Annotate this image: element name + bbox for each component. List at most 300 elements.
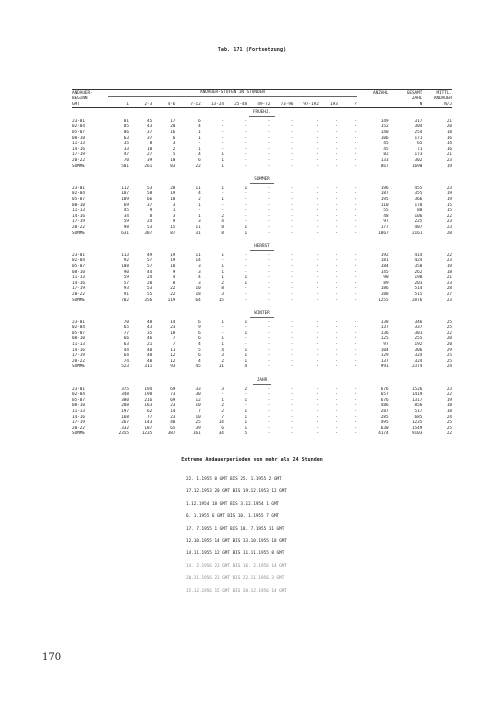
table-cell: 3 xyxy=(221,353,224,359)
data-table xyxy=(72,89,452,437)
table-cell: 455 xyxy=(414,185,423,191)
extreme-list xyxy=(186,474,386,598)
table-cell: - xyxy=(290,431,294,437)
table-cell: 20 xyxy=(146,280,153,286)
table-cell: - xyxy=(290,269,294,275)
table-cell: 22 xyxy=(170,291,176,297)
table-cell: - xyxy=(198,141,201,147)
table-cell: - xyxy=(267,124,271,130)
table-cell: - xyxy=(316,213,319,219)
table-cell: - xyxy=(335,409,338,414)
table-cell: 93 xyxy=(170,364,176,370)
table-cell: 184 xyxy=(380,263,389,269)
table-cell: - xyxy=(354,258,357,264)
row-label: 05-07 xyxy=(72,130,85,136)
table-cell: 8 xyxy=(149,213,153,219)
table-cell: 34 xyxy=(218,431,224,437)
table-cell: 22 xyxy=(195,163,201,169)
table-cell: 991 xyxy=(380,364,389,370)
table-cell: 9 xyxy=(172,269,176,275)
table-cell: - xyxy=(244,202,248,208)
table-cell: 45 xyxy=(383,146,389,152)
header-row-label-2: BEGINN xyxy=(72,96,88,102)
table-cell: 64 xyxy=(123,353,129,359)
table-cell: 17 xyxy=(170,118,176,124)
table-cell: 324 xyxy=(414,353,423,359)
table-cell: - xyxy=(244,286,248,292)
table-cell: - xyxy=(244,191,248,197)
table-cell: 8 xyxy=(149,141,153,147)
table-cell: 285 xyxy=(380,414,389,420)
table-cell: 57 xyxy=(123,280,129,286)
table-cell: 25 xyxy=(446,420,452,426)
table-cell: - xyxy=(290,286,294,292)
table-cell: 631 xyxy=(121,230,129,236)
table-cell: - xyxy=(290,258,294,264)
row-label: 14-16 xyxy=(72,146,85,152)
table-cell: - xyxy=(290,191,294,197)
table-cell: 225 xyxy=(414,219,423,225)
table-cell: - xyxy=(290,397,294,403)
table-cell: - xyxy=(267,152,271,158)
table-cell: 4 xyxy=(221,347,224,353)
table-cell: 9 xyxy=(149,208,153,214)
table-cell: - xyxy=(354,163,357,169)
table-cell: - xyxy=(290,252,294,258)
table-cell: 70 xyxy=(123,319,129,325)
table-cell: - xyxy=(290,409,294,414)
table-cell: 23 xyxy=(446,386,452,392)
table-cell: - xyxy=(316,425,319,431)
table-cell: - xyxy=(267,118,271,124)
table-cell: 2 xyxy=(221,358,224,364)
table-cell: 106 xyxy=(380,135,389,141)
table-cell: - xyxy=(335,185,338,191)
table-cell: - xyxy=(316,291,319,297)
table-cell: - xyxy=(267,224,271,230)
season-label: WINTER xyxy=(250,311,274,318)
table-cell: - xyxy=(290,219,294,225)
table-cell: 112 xyxy=(121,185,129,191)
table-title: Tab. 171 (Fortsetzung) xyxy=(217,47,287,53)
table-cell: - xyxy=(267,197,271,202)
table-cell: 86 xyxy=(123,130,129,136)
table-cell: - xyxy=(354,135,357,141)
table-cell: 30 xyxy=(195,392,201,398)
table-cell: 2 xyxy=(221,280,224,286)
row-label: 02-04 xyxy=(72,392,85,398)
table-cell: - xyxy=(354,202,357,208)
table-cell: 171 xyxy=(414,135,423,141)
header-row-1 xyxy=(72,90,452,97)
table-cell: 16 xyxy=(446,135,452,141)
table-cell: 23 xyxy=(446,185,452,191)
table-cell: 20 xyxy=(446,124,452,130)
table-cell: 136 xyxy=(380,330,389,336)
row-label: 11-13 xyxy=(72,275,85,281)
table-cell: 163 xyxy=(144,403,153,409)
table-cell: - xyxy=(267,420,271,426)
table-cell: 24 xyxy=(446,414,452,420)
table-cell: 3 xyxy=(172,213,176,219)
row-label: 08-10 xyxy=(72,403,85,409)
table-cell: - xyxy=(354,152,357,158)
table-cell: - xyxy=(267,386,271,392)
table-cell: - xyxy=(267,185,271,191)
table-cell: 90 xyxy=(123,269,129,275)
season-label: JAHR xyxy=(253,378,271,385)
table-cell: 6 xyxy=(172,135,176,141)
table-cell: - xyxy=(290,185,294,191)
table-cell: - xyxy=(354,409,357,414)
table-cell: 375 xyxy=(121,386,129,392)
table-cell: 1526 xyxy=(411,386,423,392)
table-cell: 2 xyxy=(172,146,176,152)
table-cell: - xyxy=(316,364,319,370)
table-cell: 109 xyxy=(121,197,129,202)
table-cell: - xyxy=(335,275,338,281)
table-cell: - xyxy=(290,230,294,236)
table-cell: - xyxy=(354,297,357,303)
table-cell: - xyxy=(244,263,248,269)
table-cell: - xyxy=(354,386,357,392)
table-cell: - xyxy=(335,213,338,219)
table-cell: - xyxy=(290,275,294,281)
table-cell: - xyxy=(354,130,357,136)
table-cell: 6 xyxy=(198,336,201,342)
table-row xyxy=(72,431,452,437)
table-cell: - xyxy=(335,358,338,364)
table-cell: 317 xyxy=(414,118,423,124)
table-cell: 125 xyxy=(380,336,389,342)
table-cell: 44 xyxy=(146,269,153,275)
table-cell: 107 xyxy=(121,191,129,197)
table-cell: 40 xyxy=(146,358,153,364)
table-cell: 73 xyxy=(170,392,176,398)
table-cell: 53 xyxy=(146,286,153,292)
season-label: FRUEHJ. xyxy=(249,110,275,117)
header-col: 97-192 xyxy=(294,102,319,108)
table-cell: 1 xyxy=(244,319,248,325)
table-cell: 311 xyxy=(144,364,153,370)
table-cell: 69 xyxy=(123,202,129,208)
table-cell: 2 xyxy=(198,197,201,202)
table-cell: 12 xyxy=(195,397,201,403)
table-cell: 198 xyxy=(144,392,153,398)
table-cell: 98 xyxy=(123,224,129,230)
duration-table xyxy=(72,89,452,437)
extreme-title: Extreme Andauerperioden von mehr als 24 Stunden xyxy=(181,457,323,463)
table-cell: 1 xyxy=(221,263,224,269)
table-cell: 514 xyxy=(414,286,423,292)
row-label: 20-22 xyxy=(72,224,85,230)
table-cell: 15 xyxy=(446,202,452,208)
table-cell: 22 xyxy=(446,392,452,398)
table-cell: 55 xyxy=(146,291,153,297)
table-cell: 7 xyxy=(172,336,176,342)
table-cell: 676 xyxy=(380,397,389,403)
table-cell: - xyxy=(244,258,248,264)
table-cell: 1 xyxy=(198,130,201,136)
table-cell: 501 xyxy=(121,163,129,169)
table-cell: 34 xyxy=(123,213,129,219)
table-cell: - xyxy=(244,252,248,258)
table-cell: - xyxy=(354,230,357,236)
table-cell: 288 xyxy=(121,403,129,409)
table-cell: - xyxy=(335,330,338,336)
row-label: 05-07 xyxy=(72,263,85,269)
table-cell: 83 xyxy=(170,163,176,169)
table-cell: - xyxy=(316,347,319,353)
table-cell: - xyxy=(316,158,319,164)
header-col: 2-3 xyxy=(129,102,152,108)
header-col: 13-24 xyxy=(201,102,224,108)
table-cell: - xyxy=(335,392,338,398)
table-cell: 1235 xyxy=(141,431,153,437)
table-cell: 1 xyxy=(221,269,224,275)
header-col: ? xyxy=(338,102,357,108)
table-cell: - xyxy=(267,431,271,437)
table-cell: 19 xyxy=(170,258,176,264)
table-cell: - xyxy=(354,197,357,202)
table-cell: 192 xyxy=(380,252,389,258)
table-cell: 3 xyxy=(198,263,201,269)
table-cell: 304 xyxy=(414,124,423,130)
table-cell: 2 xyxy=(221,403,224,409)
table-cell: - xyxy=(316,330,319,336)
table-cell: - xyxy=(267,403,271,409)
table-cell: - xyxy=(316,342,319,348)
table-cell: 22 xyxy=(446,431,452,437)
table-cell: 55 xyxy=(383,208,389,214)
table-cell: - xyxy=(267,163,271,169)
table-cell: 23 xyxy=(446,258,452,264)
table-cell: 19 xyxy=(170,191,176,197)
table-cell: 8 xyxy=(221,286,224,292)
table-cell: - xyxy=(290,392,294,398)
table-cell: 14 xyxy=(218,420,224,426)
table-cell: 23 xyxy=(170,414,176,420)
table-cell: - xyxy=(354,146,357,152)
table-cell: - xyxy=(267,219,271,225)
table-cell: - xyxy=(335,219,338,225)
table-cell: - xyxy=(354,353,357,359)
table-cell: 1317 xyxy=(411,397,423,403)
table-cell: - xyxy=(354,219,357,225)
table-cell: 1 xyxy=(244,420,248,426)
row-label: 14-16 xyxy=(72,280,85,286)
table-cell: 4 xyxy=(198,152,201,158)
table-cell: 140 xyxy=(380,130,389,136)
table-cell: 18 xyxy=(446,403,452,409)
table-cell: 152 xyxy=(380,124,389,130)
table-cell: 58 xyxy=(146,191,153,197)
table-cell: - xyxy=(267,336,271,342)
table-cell: - xyxy=(290,364,294,370)
table-cell: - xyxy=(335,364,338,370)
table-cell: 14 xyxy=(446,141,452,147)
table-cell: 20 xyxy=(170,124,176,130)
table-cell: 49 xyxy=(146,252,153,258)
table-cell: 414 xyxy=(414,252,423,258)
table-cell: 19 xyxy=(446,397,452,403)
table-cell: 3 xyxy=(198,219,201,225)
table-cell: - xyxy=(244,163,248,169)
table-cell: 35 xyxy=(146,330,153,336)
table-cell: - xyxy=(267,191,271,197)
table-cell: - xyxy=(316,275,319,281)
table-cell: 1690 xyxy=(411,163,423,169)
table-cell: - xyxy=(267,213,271,219)
table-cell: - xyxy=(290,124,294,130)
table-cell: - xyxy=(290,202,294,208)
table-cell: 8 xyxy=(172,280,176,286)
table-cell: 8 xyxy=(221,224,224,230)
table-cell: 332 xyxy=(121,425,129,431)
table-cell: 1 xyxy=(244,353,248,359)
table-cell: - xyxy=(267,135,271,141)
table-cell: 2876 xyxy=(411,297,423,303)
table-cell: - xyxy=(316,319,319,325)
row-label: 14-16 xyxy=(72,347,85,353)
table-cell: 161 xyxy=(192,431,201,437)
table-cell: 21 xyxy=(146,342,153,348)
table-cell: 45 xyxy=(146,118,153,124)
table-cell: 1 xyxy=(244,347,248,353)
table-cell: 10 xyxy=(195,414,201,420)
table-cell: - xyxy=(267,269,271,275)
table-cell: 11 xyxy=(218,364,224,370)
table-cell: - xyxy=(354,263,357,269)
table-cell: - xyxy=(290,353,294,359)
table-cell: 1 xyxy=(198,202,201,208)
table-cell: 1 xyxy=(221,252,224,258)
table-cell: - xyxy=(354,185,357,191)
table-cell: 630 xyxy=(380,425,389,431)
table-cell: 4174 xyxy=(378,431,389,437)
table-cell: - xyxy=(316,409,319,414)
table-cell: - xyxy=(316,191,319,197)
header-group-label: ANDAUER-STUFEN IN STUNDEN xyxy=(108,90,357,97)
header-gesamt-zahl: ZAHL xyxy=(411,96,423,102)
table-cell: - xyxy=(335,347,338,353)
table-cell: - xyxy=(354,325,357,331)
row-label: 17-19 xyxy=(72,286,85,292)
table-cell: 23 xyxy=(446,280,452,286)
header-col: 4-6 xyxy=(152,102,175,108)
table-cell: 37 xyxy=(146,202,153,208)
row-label: SUMME xyxy=(72,163,85,169)
table-cell: - xyxy=(244,158,248,164)
table-cell: 46 xyxy=(146,336,153,342)
row-label: SUMME xyxy=(72,431,85,437)
table-cell: 80 xyxy=(417,208,423,214)
table-cell: 4 xyxy=(198,342,201,348)
table-cell: - xyxy=(267,146,271,152)
table-cell: - xyxy=(290,158,294,164)
season-header-row xyxy=(72,376,452,387)
table-cell: - xyxy=(316,336,319,342)
table-cell: - xyxy=(290,208,294,214)
table-cell: - xyxy=(316,353,319,359)
table-cell: - xyxy=(335,224,338,230)
table-cell: - xyxy=(290,224,294,230)
table-cell: - xyxy=(354,208,357,214)
header-gesamt: GESAMT xyxy=(389,90,423,97)
table-cell: 21 xyxy=(446,275,452,281)
table-cell: - xyxy=(267,397,271,403)
table-cell: - xyxy=(335,420,338,426)
table-cell: 9 xyxy=(198,325,201,331)
table-cell: - xyxy=(267,258,271,264)
table-cell: 4 xyxy=(172,275,176,281)
table-cell: 196 xyxy=(380,185,389,191)
table-cell: - xyxy=(335,152,338,158)
season-header-row xyxy=(72,108,452,119)
table-cell: 195 xyxy=(380,197,389,202)
table-cell: - xyxy=(335,118,338,124)
table-cell: - xyxy=(354,414,357,420)
table-cell: - xyxy=(335,425,338,431)
table-cell: 53 xyxy=(146,185,153,191)
table-cell: - xyxy=(244,197,248,202)
table-cell: - xyxy=(267,263,271,269)
table-cell: 25 xyxy=(446,353,452,359)
table-cell: 676 xyxy=(380,386,389,392)
extreme-item: 14. 2.1956 23 GMT BIS 16. 2.1956 14 GMT xyxy=(186,563,287,569)
table-cell: 192 xyxy=(414,342,423,348)
table-cell: - xyxy=(335,403,338,409)
table-cell: 70 xyxy=(123,158,129,164)
table-cell: - xyxy=(316,141,319,147)
table-cell: 39 xyxy=(146,158,153,164)
table-cell: - xyxy=(267,202,271,208)
table-cell: 2 xyxy=(244,386,248,392)
table-cell: 685 xyxy=(414,414,423,420)
table-cell: 48 xyxy=(170,420,176,426)
table-cell: 1255 xyxy=(378,297,389,303)
table-cell: 170 xyxy=(414,202,423,208)
table-cell: 194 xyxy=(144,386,153,392)
row-label: 14-16 xyxy=(72,414,85,420)
table-cell: - xyxy=(354,420,357,426)
header-col: 193 xyxy=(319,102,338,108)
header-col: 73-96 xyxy=(270,102,293,108)
season-header-row xyxy=(72,175,452,186)
table-cell: 2 xyxy=(221,409,224,414)
table-cell: 39 xyxy=(195,425,201,431)
table-cell: 77 xyxy=(123,330,129,336)
table-cell: 216 xyxy=(144,397,153,403)
table-cell: 53 xyxy=(146,224,153,230)
header-col: 49-72 xyxy=(247,102,270,108)
table-cell: 307 xyxy=(144,230,153,236)
table-cell: 337 xyxy=(414,325,423,331)
table-cell: 45 xyxy=(383,141,389,147)
table-cell: 48 xyxy=(146,319,153,325)
table-cell: - xyxy=(290,141,294,147)
table-cell: - xyxy=(267,319,271,325)
table-cell: 1 xyxy=(244,425,248,431)
table-cell: 3 xyxy=(198,280,201,286)
table-cell: - xyxy=(316,325,319,331)
table-cell: - xyxy=(244,208,248,214)
page-number: 170 xyxy=(42,652,62,663)
extreme-item: 6. 1.1955 6 GMT BIS 10. 1.1955 7 GMT xyxy=(186,514,280,520)
table-cell: 137 xyxy=(380,325,389,331)
table-cell: 187 xyxy=(144,425,153,431)
table-cell: - xyxy=(335,208,338,214)
